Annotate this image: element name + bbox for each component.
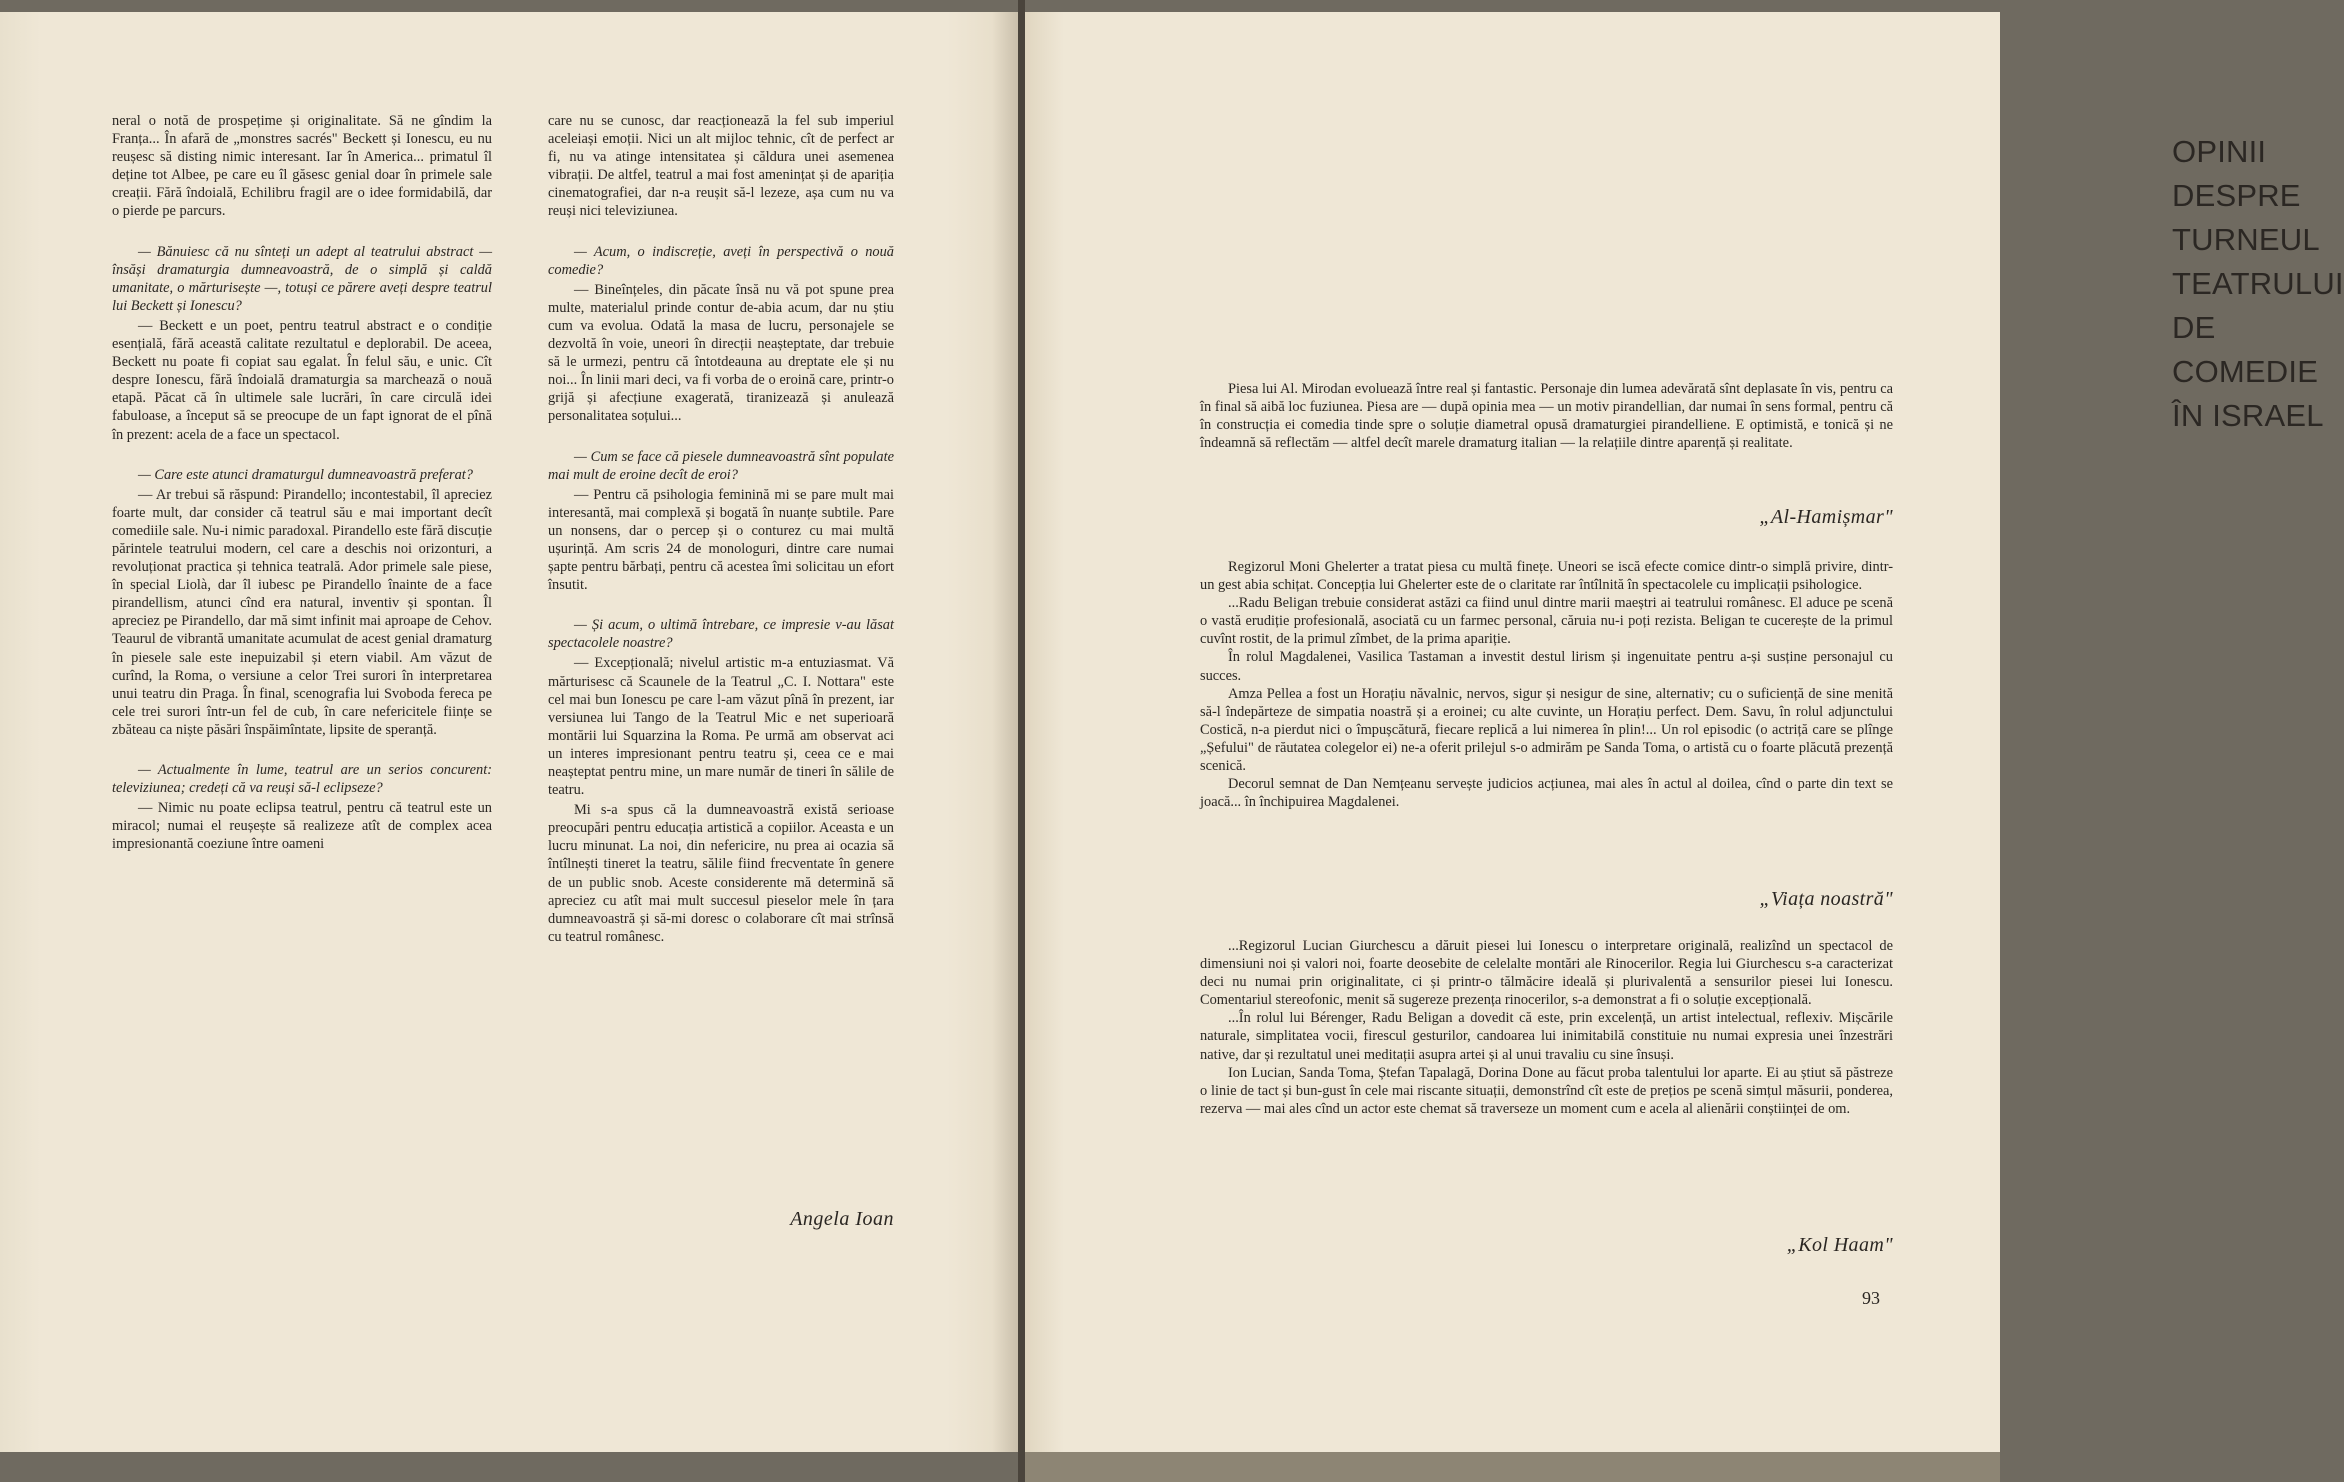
interview-paragraph: care nu se cunosc, dar reacționează la fel sub imperiul aceleiași emoții. Nici un alt mijloc tehnic, cît de perfect ar fi, nu va atinge intensitatea și căldura unei asemenea vibrații. De altfel, teatrul a mai fost amenințat și de apariția cinematografiei, dar n-a reușit să-l lezeze, așa cum nu va reuși nici televiziunea. (548, 113, 894, 220)
page-shadow (992, 12, 1018, 1452)
interview-question: — Cum se face că piesele dumneavoastră sînt populate mai mult de eroine decît de eroi? (548, 448, 894, 483)
article-title (2172, 130, 2344, 438)
interview-question: — Și acum, o ultimă întrebare, ce impresie v-au lăsat spectacolele noastre? (548, 617, 894, 652)
page-number: 93 (1862, 1288, 1880, 1308)
interview-question: — Acum, o indiscreție, aveți în perspectivă o nouă comedie? (548, 243, 894, 278)
title-line: ÎN ISRAEL (2172, 398, 2324, 433)
interview-question: — Actualmente în lume, teatrul are un serios concurent: televiziunea; credeți că va reuși să-l eclipseze? (112, 762, 492, 797)
interview-paragraph: — Ar trebui să răspund: Pirandello; incontestabil, îl apreciez foarte mult, dar consider că teatrul său e mai important decît comediile sale. Nu-i nimic paradoxal. Pirandello este fără discuție părintele teatrului modern, cel care a deschis noi orizonturi, a revoluționat practica și tehnica teatrală. Ador primele sale piese, în special Liolà, dar îl iubesc pe Pirandello înainte de a face pirandellism, atunci cînd era natural, inventiv și spontan. Îl apreciez pe Pirandello, dar mă simt infinit mai aproape de Cehov. Teaurul de vibrantă umanitate acumulat de acest genial dramaturg în piesele sale este inepuizabil și etern viabil. Am văzut de curînd, la Roma, o versiune a celor Trei surori în interpretarea unui teatru din Praga. În final, scenografia lui Svoboda fereca pe cele trei surori într-un fel de cub, în care nefericitele ființe se zbăteau ca niște păsări înspăimîntate, lipsite de speranță. (112, 486, 492, 738)
review-paragraph: ...Regizorul Lucian Giurchescu a dăruit piesei lui Ionescu o interpretare originală, realizînd un spectacol de dimensiuni noi și valori noi, foarte deosebite de celelalte montări ale Rinocerilor. Regia lui Giurchescu s-a caracterizat deci nu numai prin originalitate, ci și printr-o tălmăcire ideală și plurivalentă a sensurilor piesei lui Ionescu. Comentariul stereofonic, menit să sugereze prezența rinocerilor, s-a demonstrat a fi o soluție excepțională. (1200, 938, 1893, 1009)
interview-paragraph: — Bineînțeles, din păcate însă nu vă pot spune prea multe, materialul prinde contur de-abia acum, dar nu știu cum va evolua. Odată la masa de lucru, personajele se dezvoltă în voie, uneori în direcții neașteptate, dar trebuie să le urmezi, pentru că întotdeauna au dreptate ele și nu noi... În linii mari deci, va fi vorba de o eroină care, printr-o grijă și afecțiune exagerată, tiranizează și anulează personalitatea soțului... (548, 281, 894, 425)
review-source: „Kol Haam" (1786, 1234, 1893, 1256)
left-column-1 (112, 112, 492, 853)
review-paragraph: Ion Lucian, Sanda Toma, Ștefan Tapalagă, Dorina Done au făcut proba talentului lor aparte. Ei au știut să păstreze o linie de tact și bun-gust în cele mai riscante situații, demonstrînd cît este de prețios pe scenă simțul măsurii, ponderea, rezerva — mai ales cînd un actor este chemat să traverseze un moment cum e acela al alienării conștiinței de om. (1200, 1064, 1893, 1117)
interview-paragraph: — Beckett e un poet, pentru teatrul abstract e o condiție esențială, fără această calitate rezultatul e deplorabil. De aceea, Beckett nu poate fi copiat sau egalat. În felul său, e unic. Cît despre Ionescu, fără îndoială dramaturgia sa marchează o nouă etapă. Păcat că în ultimele sale lucrări, în care circulă idei fabuloase, a început să se preocupe de un fapt ignorat de el pînă în prezent: acela de a face un spectacol. (112, 317, 492, 443)
review-al-hamismar (1200, 380, 1893, 452)
left-column-2 (548, 112, 894, 946)
review-paragraph: Amza Pellea a fost un Horațiu năvalnic, nervos, sigur și nesigur de sine, alternativ; cu o suficiență de sine menită să-l îndepărteze de simpatia noastră și a eroinei; cu alte cuvinte, un Horațiu perfect. Dem. Savu, în rolul adjunctului Costică, n-a pierdut nici o împușcătură, fiecare replică a lui nimerea în plin!... Un rol episodic (o actriță care se plînge „Șefului" de răutatea colegelor ei) ne-a oferit prilejul s-o admirăm pe Sanda Toma, o artistă cu o foarte plăcută prezență scenică. (1200, 685, 1893, 775)
interview-paragraph: — Nimic nu poate eclipsa teatrul, pentru că teatrul este un miracol; numai el reușește să realizeze atît de complex acea impresionantă coeziune între oameni (112, 800, 492, 853)
review-paragraph: ...În rolul lui Bérenger, Radu Beligan a dovedit că este, prin excelență, un artist intelectual, reflexiv. Mișcările naturale, simplitatea vocii, firescul gesturilor, candoarea lui inimitabilă constituie nu numai expresia unei înzestrări native, dar și rezultatul unei meditații asupra artei și al unui travaliu cu sine însuși. (1200, 1010, 1893, 1063)
review-kol-haam (1200, 937, 1893, 1118)
interview-paragraph: — Pentru că psihologia feminină mi se pare mult mai interesantă, mai complexă și bogată în nuanțe subtile. Pare un nonsens, dar o percep și o conturez cu mai multă ușurință. Am scris 24 de monologuri, dintre care numai șapte pentru bărbați, pentru că acestea îmi solicitau un efort însutit. (548, 486, 894, 594)
review-viata-noastra (1200, 558, 1893, 811)
review-paragraph: ...Radu Beligan trebuie considerat astăzi ca fiind unul dintre marii maeștri ai teatrului românesc. El aduce pe scenă o vastă erudiție profesională, asociată cu un farmec personal, căruia nu-i poți rezista. Beligan te cucerește de la primul cuvînt rostit, de la primul zîmbet, de la prima apariție. (1200, 595, 1893, 648)
review-paragraph: Decorul semnat de Dan Nemțeanu servește judicios acțiunea, mai ales în actul al doilea, cînd o parte din text se joacă... în închipuirea Magdalenei. (1200, 776, 1893, 811)
review-source: „Al-Hamișmar" (1759, 506, 1893, 528)
review-paragraph: Regizorul Moni Ghelerter a tratat piesa cu multă finețe. Uneori se iscă efecte comice dintr-o simplă privire, dintr-un gest abia schițat. Concepția lui Ghelerter este de o claritate rar întîlnită în spectacolele cu implicații psihologice. (1200, 559, 1893, 594)
review-source: „Viața noastră" (1759, 888, 1893, 910)
interview-paragraph: — Excepțională; nivelul artistic m-a entuziasmat. Vă mărturisesc că Scaunele de la Teatrul „C. I. Nottara" este cel mai bun Ionescu pe care l-am văzut pînă în prezent, iar versiunea lui Tango de la Teatrul Mic e net superioară montării lui Squarzina la Roma. Pe urmă am observat aci un interes impresionant pentru teatru și, ceea ce e mai neașteptat pentru mine, un mare număr de tineri în sălile de teatru. (548, 655, 894, 799)
interview-question: — Care este atunci dramaturgul dumneavoastră preferat? (138, 466, 473, 483)
title-line: OPINII DESPRE (2172, 134, 2301, 213)
author-signature: Angela Ioan (790, 1208, 894, 1230)
title-line: TURNEUL TEATRULUI DE COMEDIE (2172, 222, 2344, 389)
left-page (0, 12, 1018, 1452)
interview-paragraph: Mi s-a spus că la dumneavoastră există serioase preocupări pentru educația artistică a copiilor. Aceasta e un lucru minunat. La noi, din nefericire, nu prea ai ocazia să întîlnești tineret la teatru, sălile fiind frecventate în genere de un public snob. Aceste considerente mă determină să apreciez cu atît mai mult succesul pieselor mele în țara dumneavoastră și să-mi doresc o colaborare cît mai strînsă cu teatrul românesc. (548, 802, 894, 945)
right-page (1025, 12, 2344, 1452)
interview-paragraph: neral o notă de prospețime și originalitate. Să ne gîndim la Franța... În afară de „monstres sacrés" Beckett și Ionescu, eu nu reușesc să disting nimic interesant. Iar în America... primatul îl deține tot Albee, pe care eu îl găsesc genial doar în primele sale creații. Fără îndoială, Echilibru fragil are o idee formidabilă, dar o pierde pe parcurs. (112, 113, 492, 220)
review-paragraph: Piesa lui Al. Mirodan evoluează între real și fantastic. Personaje din lumea adevărată sînt deplasate în vis, pentru ca în final să aibă loc fuziunea. Piesa are — după opinia mea — un motiv pirandellian, dar numai în sens formal, pentru că în construcția ei comedia tinde spre o soluție diametral opusă dramaturgiei pirandelliene. E optimistă, e tonică și ne îndeamnă să reflectăm — altfel decît marele dramaturg italian — la relațiile dintre aparență și realitate. (1200, 381, 1893, 452)
page-edge (1025, 1452, 2000, 1482)
book-gutter (1018, 0, 1025, 1482)
review-paragraph: În rolul Magdalenei, Vasilica Tastaman a investit destul lirism și ingenuitate pentru a-și susține personajul cu succes. (1200, 649, 1893, 684)
interview-question: — Bănuiesc că nu sînteți un adept al teatrului abstract — însăși dramaturgia dumneavoastră, de o simplă și caldă umanitate, o mărturisește —, totuși ce părere aveți despre teatrul lui Beckett și Ionescu? (112, 243, 492, 314)
